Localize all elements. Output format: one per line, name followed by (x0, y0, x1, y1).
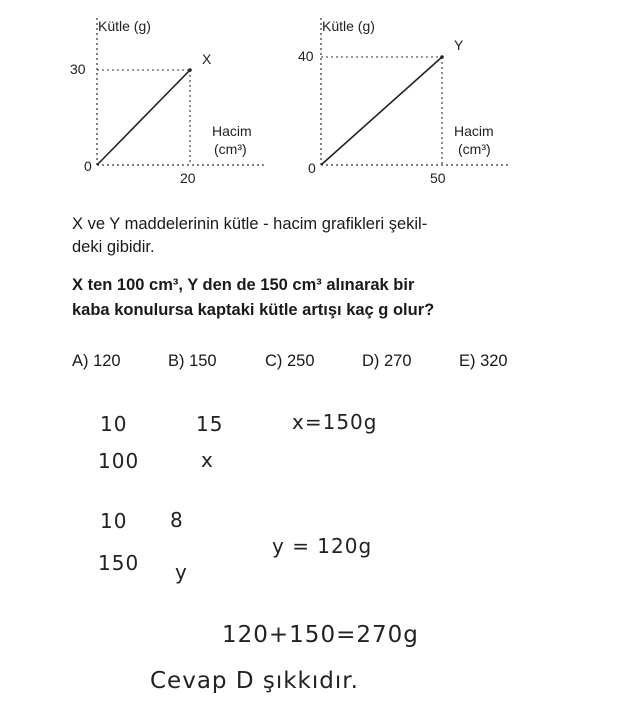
hw-x-row1-b: 15 (196, 412, 224, 436)
hw-x-result: x=150g (292, 410, 378, 434)
choice-d[interactable]: D) 270 (362, 352, 412, 370)
graph-x-y-tick-label: 30 (70, 61, 86, 77)
graph-y-series-line (321, 57, 442, 165)
choice-a[interactable]: A) 120 (72, 352, 121, 370)
hw-y-row1-a: 10 (100, 509, 128, 533)
question-line-1: X ten 100 cm³, Y den de 150 cm³ alınarak bir (72, 276, 415, 294)
hw-x-row1-a: 10 (100, 412, 128, 436)
graph-x-y-axis-label: Kütle (g) (98, 18, 151, 34)
graph-y-y-axis-label: Kütle (g) (322, 18, 375, 34)
graph-x-line-label: X (202, 51, 212, 67)
graph-x-origin-label: 0 (84, 158, 92, 174)
hw-x-row2-a: 100 (98, 449, 140, 473)
graph-x-data-point (188, 68, 192, 72)
hw-sum: 120+150=270g (222, 622, 419, 648)
graph-y-data-point (440, 55, 444, 59)
graph-y-y-tick-label: 40 (298, 48, 314, 64)
statement-line-1: X ve Y maddelerinin kütle - hacim grafikleri şekil- (72, 215, 428, 233)
graph-y-x-tick-label: 50 (430, 170, 446, 186)
mass-volume-graph-x (62, 0, 282, 190)
graph-y-line-label: Y (454, 37, 464, 53)
graph-y-x-axis-unit: (cm³) (458, 141, 491, 157)
mass-volume-graph-y (288, 0, 528, 190)
graph-y-x-axis-label: Hacim (454, 123, 494, 139)
graph-y-origin-label: 0 (308, 160, 316, 176)
question-line-2: kaba konulursa kaptaki kütle artışı kaç g olur? (72, 301, 435, 319)
graph-x-x-axis-label: Hacim (212, 123, 252, 139)
hw-answer: Cevap D şıkkıdır. (150, 668, 359, 694)
graph-x-x-tick-label: 20 (180, 170, 196, 186)
hw-y-row2-b: y (175, 560, 188, 584)
choice-c[interactable]: C) 250 (265, 352, 315, 370)
hw-y-result: y = 120g (272, 534, 373, 558)
statement-line-2: deki gibidir. (72, 238, 155, 256)
choice-e[interactable]: E) 320 (459, 352, 508, 370)
hw-y-row2-a: 150 (98, 551, 140, 575)
graph-x-x-axis-unit: (cm³) (214, 141, 247, 157)
choice-b[interactable]: B) 150 (168, 352, 217, 370)
graph-x-plot (62, 0, 282, 190)
graph-x-series-line (97, 70, 190, 165)
hw-y-row1-b: 8 (170, 508, 184, 532)
hw-x-row2-b: x (201, 448, 214, 472)
